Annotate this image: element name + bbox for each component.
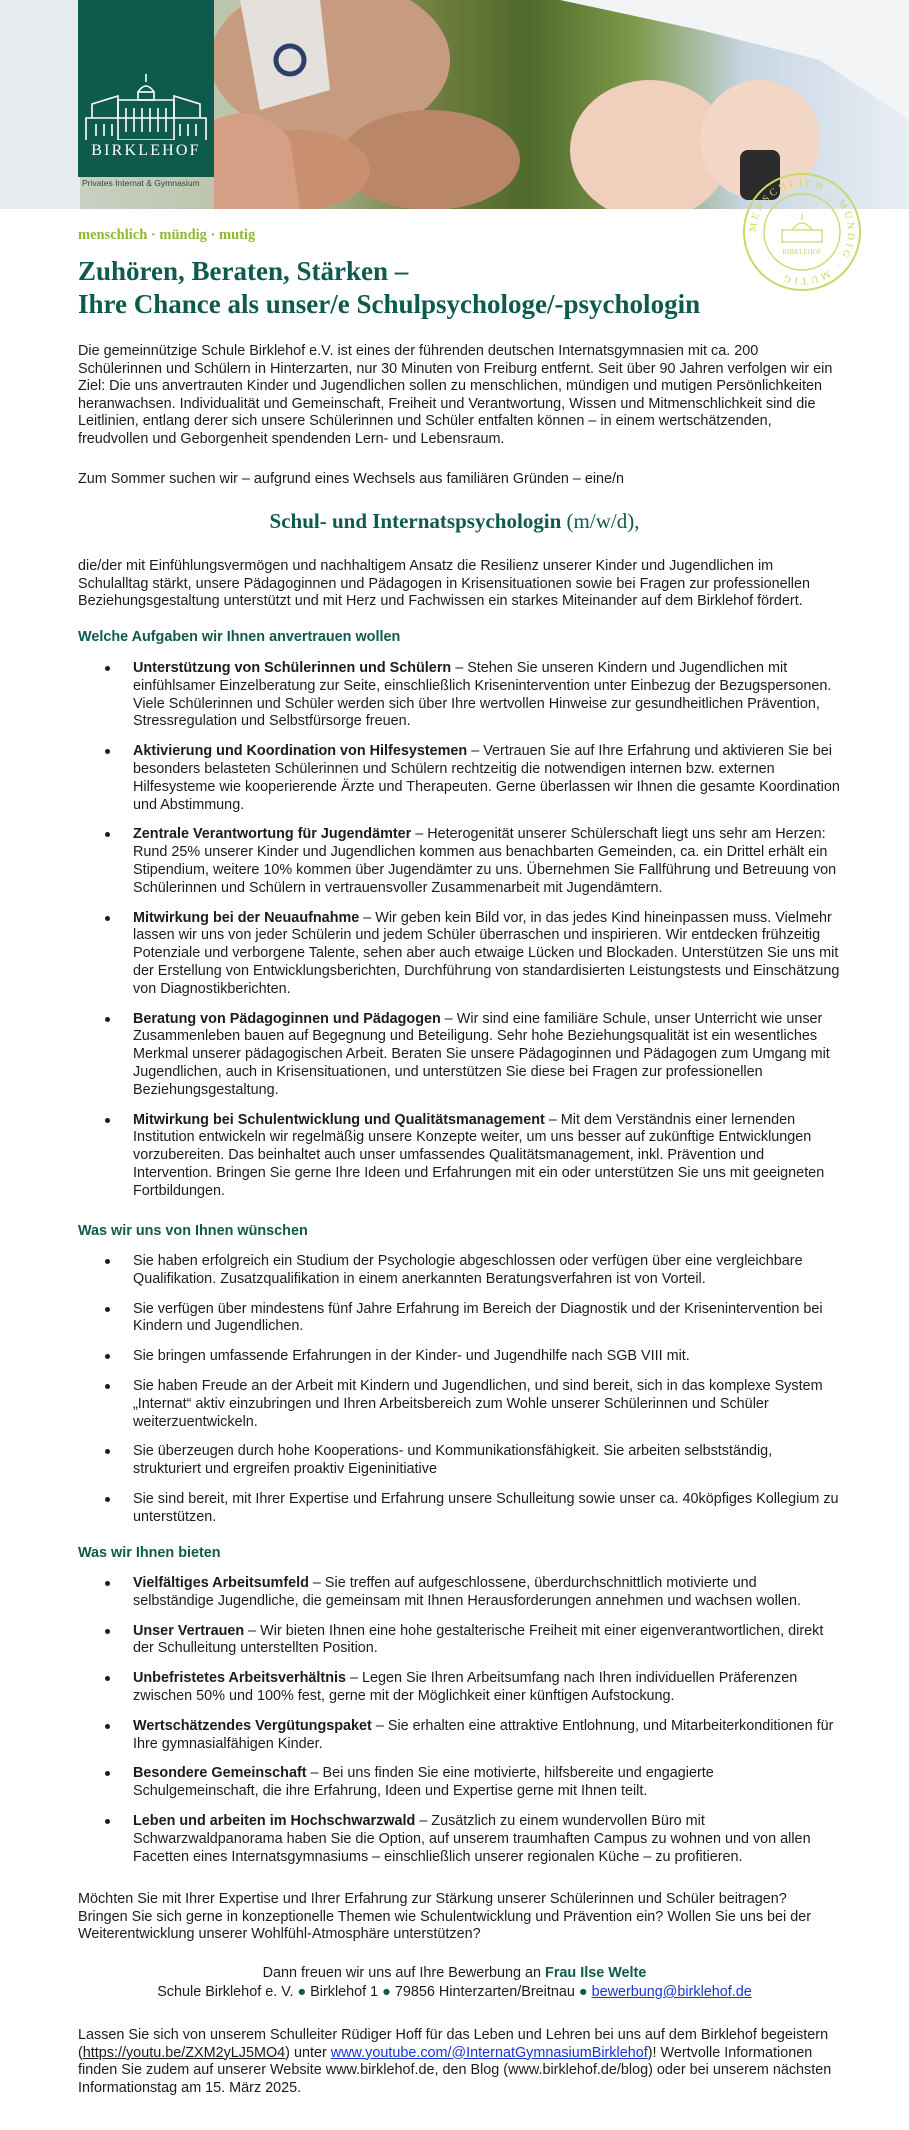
position-title (0, 509, 909, 534)
offers-item-title: Leben und arbeiten im Hochschwarzwald (133, 1812, 416, 1829)
logo-panel (78, 0, 214, 177)
tasks-item-title: Beratung von Pädagoginnen und Pädagogen (133, 1010, 441, 1027)
tasks-item (78, 1112, 840, 1201)
wishes-list (78, 1253, 840, 1539)
email-link[interactable]: bewerbung@birklehof.de (591, 1984, 752, 2000)
wishes-heading: Was wir uns von Ihnen wünschen (78, 1223, 308, 1239)
offers-item-title: Vielfältiges Arbeitsumfeld (133, 1575, 309, 1591)
offers-item (78, 1718, 840, 1754)
tasks-item (78, 1011, 840, 1100)
bullet-dot-icon: ● (382, 1984, 391, 2000)
tasks-item-text: – Wir geben kein Bild vor, in das jedes Kind hineinpassen muss. Vielmehr lassen wir uns von jeder Schülerin und jedem Schüler überraschen und inspirieren. Wir entdecken frühzeitig Potenziale und verborgene Talente, sehen aber auch etwaige Lücken und Blockaden. Unterstützen Sie uns mit der Erstellung von Entwicklungsberichten, Durchführung von standardisierten Leistungstests und Einschätzung von Diagnostikberichten. (133, 909, 840, 997)
logo-subtitle: Privates Internat & Gymnasium (82, 178, 200, 188)
contact-org: Schule Birklehof e. V. (157, 1984, 294, 2000)
tasks-item-title: Aktivierung und Koordination von Hilfesystemen (133, 743, 468, 760)
position-description: die/der mit Einfühlungsvermögen und nachhaltigem Ansatz die Resilienz unserer Kinder und Jugendlichen im Schulalltag stärkt, unsere Pädagoginnen und Pädagogen in Krisensituationen sowie bei Fragen zur professionellen Beziehungsgestaltung unterstützt und mit Herz und Fachwissen ein starkes Miteinander auf dem Birklehof fördert. (78, 558, 811, 610)
contact-person: Frau Ilse Welte (545, 1965, 647, 1981)
offers-item (78, 1813, 840, 1866)
offers-item-title: Besondere Gemeinschaft (133, 1765, 307, 1782)
contact-city: 79856 Hinterzarten/Breitnau (394, 1984, 575, 2000)
tasks-item-title: Unterstützung von Schülerinnen und Schülern (133, 660, 452, 676)
search-line: Zum Sommer suchen wir – aufgrund eines Wechsels aus familiären Gründen – eine/n (78, 471, 625, 487)
tasks-item-text: – Vertrauen Sie auf Ihre Erfahrung und aktivieren Sie bei besonders belasteten Schülerinnen und Schülern rechtzeitig die notwendigen internen bzw. externen Hilfesysteme wie kooperierende Ärzte und Therapeuten. Gerne überlassen wir Ihnen die gesamte Koordination und Abstimmung. (133, 743, 840, 813)
contact-block (0, 1964, 909, 2002)
tasks-item (78, 743, 840, 814)
offers-item-title: Unser Vertrauen (133, 1622, 245, 1639)
youtube-channel-link[interactable]: www.youtube.com/@InternatGymnasiumBirklehof (330, 2044, 648, 2061)
logo-wordmark: BIRKLEHOF (91, 142, 201, 159)
footer-text-2: ) unter (285, 2044, 331, 2061)
wishes-item: Sie überzeugen durch hohe Kooperations- und Kommunikationsfähigkeit. Sie arbeiten selbstständig, strukturiert und ergreifen proaktiv Eigeninitiative (78, 1443, 840, 1479)
wishes-item: Sie sind bereit, mit Ihrer Expertise und Erfahrung unsere Schulleitung sowie unser ca. 40köpfiges Kollegium zu unterstützen. (78, 1491, 840, 1527)
closing-paragraph: Möchten Sie mit Ihrer Expertise und Ihrer Erfahrung zur Stärkung unserer Schülerinnen und Schüler beitragen? Bringen Sie sich gerne in konzeptionelle Themen wie Schulentwicklung und Prävention ein? Wollen Sie uns bei der Weiterentwicklung unserer Wohlfühl-Atmosphäre unterstützen? (78, 1891, 812, 1943)
tasks-item (78, 826, 840, 897)
position-suffix: (m/w/d), (561, 509, 640, 533)
offers-item (78, 1670, 840, 1706)
footer-text-3: )! Wertvolle Informationen finden Sie zudem auf unserer Website www.birklehof.de, den Blog (www.birklehof.de/blog) oder bei unserem nächsten Informationstag am 15. März 2025. (78, 2044, 832, 2096)
tagline: menschlich · mündig · mutig (78, 227, 256, 243)
footer-paragraph (78, 2027, 840, 2097)
offers-item (78, 1575, 840, 1611)
offers-item-title: Wertschätzendes Vergütungspaket (133, 1717, 372, 1734)
title-line-1: Zuhören, Beraten, Stärken – (78, 256, 409, 286)
offers-list (78, 1575, 840, 1878)
intro-paragraph: Die gemeinnützige Schule Birklehof e.V. ist eines der führenden deutschen Internatsgymnasien mit ca. 200 Schülerinnen und Schülern in Hinterzarten, nur 30 Minuten von Freiburg entfernt. Seit über 90 Jahren verfolgen wir ein Ziel: Die uns anvertrauten Kinder und Jugendlichen sollen zu menschlichen, mündigen und mutigen Persönlichkeiten heranwachsen. Individualität und Gemeinschaft, Freiheit und Verantwortung, Wissen und Mitmenschlichkeit sind die Leitlinien, entlang derer sich unsere Schülerinnen und Schüler entfalten können – in einem wertschätzenden, freudvollen und Geborgenheit spendenden Lern- und Lebensraum. (78, 343, 833, 447)
video-link[interactable]: https://youtu.be/ZXM2yLJ5MO4 (82, 2044, 286, 2061)
offers-item-text: – Sie erhalten eine attraktive Entlohnung, und Mitarbeiterkonditionen für Ihre gymnasialfähigen Kinder. (133, 1717, 834, 1752)
tasks-item (78, 660, 840, 731)
tasks-item-text: – Mit dem Verständnis einer lernenden Institution entwickeln wir regelmäßig unsere Konzepte weiter, um uns besser auf zukünftige Entwicklungen vorzubereiten. Das beinhaltet auch unser umfassendes Qualitätsmanagement, inkl. Prävention und Intervention. Bringen Sie gerne Ihre Ideen und Erfahrungen mit ein oder unterstützen Sie uns mit geeigneten Fortbildungen. (133, 1111, 825, 1199)
offers-item-text: – Bei uns finden Sie eine motivierte, hilfsbereite und engagierte Schulgemeinschaft, die ihre Erfahrung, Ideen und Expertise gerne mit Ihnen teilt. (133, 1765, 714, 1800)
tasks-item-title: Mitwirkung bei der Neuaufnahme (133, 909, 360, 926)
position-name: Schul- und Internatspsychologin (269, 509, 562, 533)
tasks-heading: Welche Aufgaben wir Ihnen anvertrauen wollen (78, 629, 401, 645)
offers-item-text: – Legen Sie Ihren Arbeitsumfang nach Ihren individuellen Präferenzen zwischen 50% und 100% fest, gerne mit der Möglichkeit einer künftigen Aufstockung. (133, 1670, 798, 1704)
stamp-inner-text: BIRKLEHOF (782, 248, 822, 256)
offers-item-text: – Zusätzlich zu einem wundervollen Büro mit Schwarzwaldpanorama haben Sie die Option, auf unserem traumhaften Campus zu wohnen und von allen Facetten eines Internatsgymnasiums – einschließlich unserer regionalen Küche – zu profitieren. (133, 1812, 811, 1865)
building-logo-icon (78, 0, 214, 140)
bullet-dot-icon: ● (297, 1984, 307, 2000)
wishes-item: Sie verfügen über mindestens fünf Jahre Erfahrung im Bereich der Diagnostik und der Krisenintervention bei Kindern und Jugendlichen. (78, 1301, 840, 1337)
footer-text-1: Lassen Sie sich von unserem Schulleiter Rüdiger Hoff für das Leben und Lehren bei uns auf dem Birklehof begeistern ( (78, 2027, 829, 2061)
offers-item-text: – Sie treffen auf aufgeschlossene, überdurchschnittlich motivierte und selbständige Jugendliche, die gemeinsam mit Ihnen Herausforderungen annehmen und wachsen wollen. (133, 1575, 801, 1609)
tasks-item-title: Zentrale Verantwortung für Jugendämter (133, 826, 412, 843)
contact-prefix: Dann freuen wir uns auf Ihre Bewerbung an (262, 1965, 546, 1981)
stamp-ring-text: MENSCHLICH · MÜNDIG · MUTIG (747, 177, 857, 287)
offers-item (78, 1623, 840, 1659)
tasks-item-text: – Heterogenität unserer Schülerschaft liegt uns sehr am Herzen: Rund 25% unserer Kinder und Jugendlichen kommen aus benachbarten Gemeinden, ca. ein Drittel erhält ein Stipendium, weitere 10% kommen über Jugendämter zu uns. Übernehmen Sie Fallführung und Betreuung von Schülerinnen und Schülern in vertrauensvoller Zusammenarbeit mit Jugendämtern. (133, 826, 837, 896)
title-line-2: Ihre Chance als unser/e Schulpsychologe/-psychologin (78, 289, 701, 319)
wishes-item: Sie haben Freude an der Arbeit mit Kindern und Jugendlichen, und sind bereit, sich in das komplexe System „Internat“ aktiv einzubringen und Ihren Arbeitsbereich zum Wohle unserer Schülerinnen und Schüler weiterzuentwickeln. (78, 1378, 840, 1431)
tasks-list (78, 660, 840, 1213)
tasks-item-title: Mitwirkung bei Schulentwicklung und Qualitätsmanagement (133, 1111, 545, 1128)
offers-item-title: Unbefristetes Arbeitsverhältnis (133, 1670, 346, 1687)
tasks-item-text: – Stehen Sie unseren Kindern und Jugendlichen mit einfühlsamer Einzelberatung zur Seite, einschließlich Krisenintervention unter Einbezug der Bezugspersonen. Viele Schülerinnen und Schüler werden sich über Ihre wertvollen Hinweise zur gesundheitlichen Prävention, Stressregulation und Selbstfürsorge freuen. (133, 660, 832, 730)
page-title (78, 255, 838, 321)
wishes-item: Sie bringen umfassende Erfahrungen in der Kinder- und Jugendhilfe nach SGB VIII mit. (78, 1348, 840, 1366)
contact-street: Birklehof 1 (310, 1984, 379, 2000)
tasks-item-text: – Wir sind eine familiäre Schule, unser Unterricht wie unser Zusammenleben bauen auf Begegnung und Beteiligung. Sehr hohe Beziehungsqualität ist ein wesentliches Merkmal unserer pädagogischen Arbeit. Beraten Sie unsere Pädagoginnen und Pädagogen zum Umgang mit Jugendlichen, auch in Krisensituationen, und unterstützen Sie diese bei Fragen zur professionellen Beziehungsgestaltung. (133, 1010, 830, 1098)
offers-heading: Was wir Ihnen bieten (78, 1545, 221, 1561)
bullet-dot-icon: ● (578, 1984, 588, 2000)
offers-item-text: – Wir bieten Ihnen eine hohe gestalterische Freiheit mit einer eigenverantwortlichen, direkt der Schulleitung unterstellten Position. (133, 1622, 824, 1657)
offers-item (78, 1765, 840, 1801)
tasks-item (78, 910, 840, 999)
contact-line-2 (0, 1983, 909, 2002)
wishes-item: Sie haben erfolgreich ein Studium der Psychologie abgeschlossen oder verfügen über eine vergleichbare Qualifikation. Zusatzqualifikation in einem anerkannten Beratungsverfahren ist von Vorteil. (78, 1253, 840, 1289)
contact-line-1 (0, 1964, 909, 1983)
